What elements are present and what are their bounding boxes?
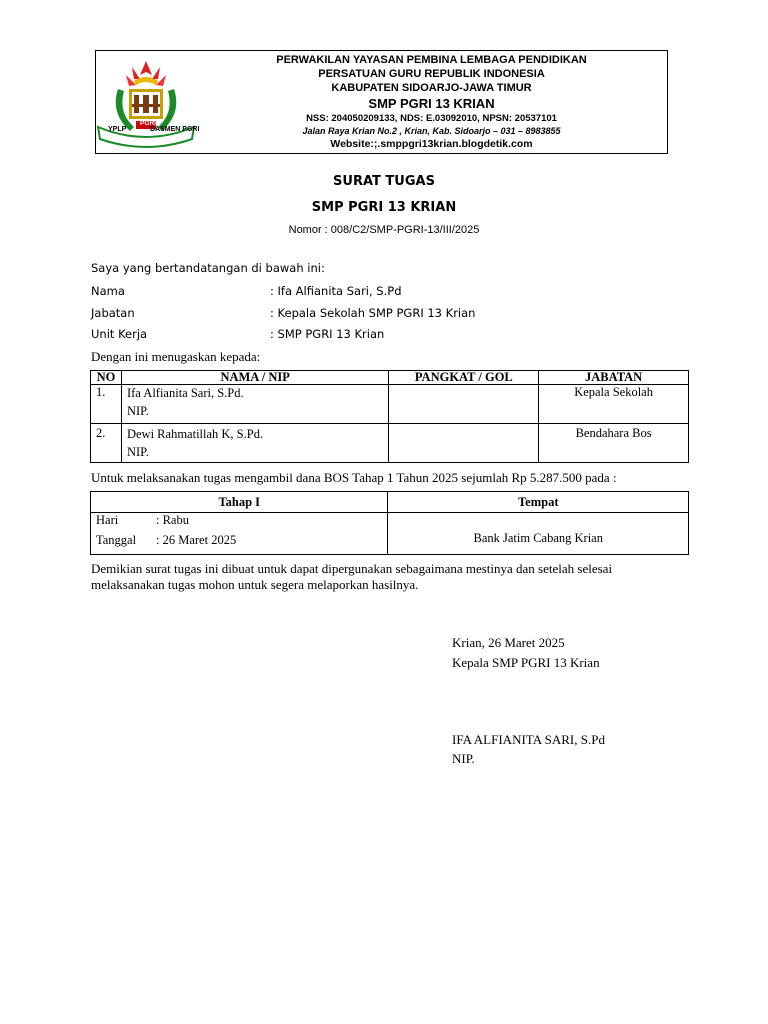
header-jabatan: JABATAN <box>539 371 689 385</box>
closing-line-2: melaksanakan tugas mohon untuk segera melaporkan hasilnya. <box>91 577 419 592</box>
jabatan-value: : Kepala Sekolah SMP PGRI 13 Krian <box>270 306 476 320</box>
tempat-value: Bank Jatim Cabang Krian <box>388 513 689 555</box>
row-jabatan: Kepala Sekolah <box>539 385 689 424</box>
school-name: SMP PGRI 13 KRIAN <box>368 96 495 111</box>
closing-line-1: Demikian surat tugas ini dibuat untuk dapat dipergunakan sebagaimana mestinya dan setelah selesai <box>91 561 613 576</box>
table-row <box>91 385 689 424</box>
unit-label: Unit Kerja <box>91 327 148 341</box>
row-pangkat <box>389 424 539 463</box>
foundation-name: PERWAKILAN YAYASAN PEMBINA LEMBAGA PENDIDIKAN <box>276 54 587 66</box>
doc-number: Nomor : 008/C2/SMP-PGRI-13/III/2025 <box>288 224 480 236</box>
row-jabatan: Bendahara Bos <box>539 424 689 463</box>
nama-value: : Ifa Alfianita Sari, S.Pd <box>270 284 402 298</box>
row-pangkat <box>389 385 539 424</box>
signer-name: IFA ALFIANITA SARI, S.Pd <box>452 732 605 747</box>
schedule-table <box>90 491 689 555</box>
place-date: Krian, 26 Maret 2025 <box>452 635 565 650</box>
schedule-table-header <box>91 492 689 513</box>
logo-text-right: DASMEN PGRI <box>150 126 200 133</box>
logo-text-left: YPLP <box>108 126 127 133</box>
jabatan-label: Jabatan <box>91 306 135 320</box>
tanggal-label: Tanggal <box>96 533 137 547</box>
row-nama-nip <box>121 385 388 424</box>
schedule-time-cell <box>91 513 388 555</box>
hari-label: Hari <box>96 513 119 527</box>
signer-nip: NIP. <box>452 751 475 766</box>
school-ids: NSS: 204050209133, NDS: E.03092010, NPSN: 20537101 <box>306 113 557 124</box>
row-no: 1. <box>91 385 122 424</box>
row-nama: Dewi Rahmatillah K, S.Pd. <box>126 427 264 441</box>
doc-title: SURAT TUGAS <box>333 174 435 189</box>
header-pangkat: PANGKAT / GOL <box>389 371 539 385</box>
header-nama: NAMA / NIP <box>121 371 388 385</box>
school-website: Website:;.smppgri13krian.blogdetik.com <box>330 138 533 150</box>
row-nip: NIP. <box>126 445 149 459</box>
hari-value: : Rabu <box>156 513 189 527</box>
school-address: Jalan Raya Krian No.2 , Krian, Kab. Sidoarjo – 031 – 8983855 <box>302 126 561 136</box>
table-row <box>91 513 689 555</box>
staff-table <box>90 370 689 463</box>
letterhead-text <box>196 53 667 151</box>
pgri-logo-icon <box>96 55 196 151</box>
assign-text: Dengan ini menugaskan kepada: <box>91 349 261 364</box>
association-name: PERSATUAN GURU REPUBLIK INDONESIA <box>318 68 545 80</box>
unit-value: : SMP PGRI 13 Krian <box>270 327 385 341</box>
row-nama-nip <box>121 424 388 463</box>
row-nama: Ifa Alfianita Sari, S.Pd. <box>126 386 244 400</box>
nama-label: Nama <box>91 284 125 298</box>
letterhead <box>95 50 668 154</box>
row-nip: NIP. <box>126 404 149 418</box>
header-tempat: Tempat <box>388 492 689 513</box>
header-no: NO <box>91 371 122 385</box>
table-row <box>91 424 689 463</box>
tanggal-value: : 26 Maret 2025 <box>156 533 237 547</box>
purpose-text: Untuk melaksanakan tugas mengambil dana BOS Tahap 1 Tahun 2025 sejumlah Rp 5.287.500 pada : <box>91 470 617 485</box>
header-tahap: Tahap I <box>91 492 388 513</box>
doc-subtitle: SMP PGRI 13 KRIAN <box>311 200 457 215</box>
signer-position: Kepala SMP PGRI 13 Krian <box>452 655 600 670</box>
row-no: 2. <box>91 424 122 463</box>
regency-name: KABUPATEN SIDOARJO-JAWA TIMUR <box>331 82 532 94</box>
intro-text: Saya yang bertandatangan di bawah ini: <box>91 261 325 275</box>
logo-badge-text: PGRI <box>140 120 156 127</box>
staff-table-header <box>91 371 689 385</box>
